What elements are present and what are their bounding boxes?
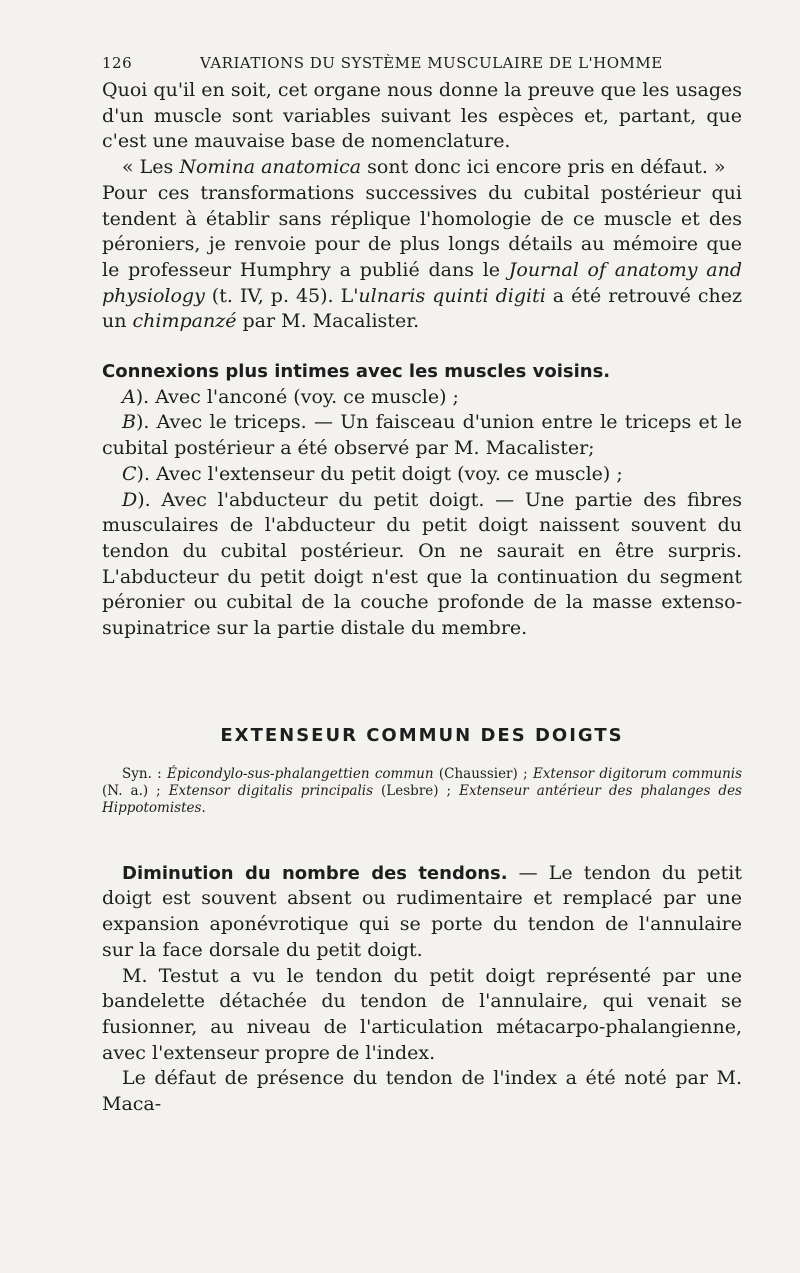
text-run: — Le tendon du petit doigt est souvent absent ou rudimentaire et remplacé par une expansion aponévrotique qui se porte du tendon de l'annulaire sur la face dorsale du petit doigt. [102, 861, 742, 961]
text-run: « Les [122, 156, 180, 179]
text-run: a été retrouvé chez un [102, 284, 742, 333]
intro-paragraph-3 [102, 181, 742, 335]
connexion-item-a [102, 385, 742, 411]
connexion-item-b [102, 410, 742, 461]
synonym: Extensor digitalis principalis [168, 782, 374, 799]
italic-term: Nomina anatomica [179, 156, 362, 179]
synonym-source: (N. a.) ; [102, 782, 169, 799]
item-letter: B [122, 411, 136, 434]
connexion-item-c [102, 462, 742, 488]
synonym: Épicondylo-sus-phalangettien commun [167, 765, 434, 782]
section-heading-connexions: Connexions plus intimes avec les muscles voisins. [102, 361, 611, 383]
text-run: Pour ces transformations successives du cubital postérieur qui tendent à établir sans réplique l'homologie de ce muscle et des péroniers, je renvoie pour de plus longs détails au mémoire que le professeur Humphry a publié dans le [102, 181, 742, 281]
synonym-source: (Chaussier) ; [433, 765, 533, 782]
text-run: (t. IV, p. 45). L' [204, 284, 359, 307]
intro-paragraph-1: Quoi qu'il en soit, cet organe nous donne la preuve que les usages d'un muscle sont variables suivant les espèces et, partant, que c'est une mauvaise base de nomenclature. [102, 79, 742, 153]
running-head [102, 50, 742, 78]
journal-title: Journal of anatomy and physiology [102, 258, 742, 307]
running-title: VARIATIONS DU SYSTÈME MUSCULAIRE DE L'HOMME [200, 54, 663, 72]
diminution-paragraph-2: M. Testut a vu le tendon du petit doigt représenté par une bandelette détachée du tendon de l'annulaire, qui venait se fusionner, au niveau de l'articulation métacarpo-phalangienne, avec l'extenseur propre de l'index. [102, 964, 742, 1064]
item-text: ). Avec l'anconé (voy. ce muscle) ; [135, 385, 459, 408]
synonyms [102, 766, 742, 817]
text-run: sont donc ici encore pris en défaut. » [361, 156, 726, 179]
item-text: ). Avec le triceps. — Un faisceau d'union entre le triceps et le cubital postérieur a été observé par M. Macalister; [102, 411, 742, 460]
page-number: 126 [102, 54, 133, 72]
synonym-source: (Lesbre) ; [373, 782, 460, 799]
item-text: ). Avec l'abducteur du petit doigt. — Une partie des fibres musculaires de l'abducteur du petit doigt naissent souvent du tendon du cubital postérieur. On ne saurait en être surpris. L'abducteur du petit doigt n'est que la continuation du segment péronier ou cubital de la couche profonde de la masse extenso-supinatrice sur la partie distale du membre. [102, 488, 742, 640]
item-letter: A [122, 385, 136, 408]
italic-term: ulnaris quinti digiti [358, 284, 546, 307]
item-letter: D [122, 488, 138, 511]
diminution-paragraph-3: Le défaut de présence du tendon de l'index a été noté par M. Maca- [102, 1067, 742, 1116]
item-text: ). Avec l'extenseur du petit doigt (voy. ce muscle) ; [136, 462, 623, 485]
item-letter: C [122, 462, 137, 485]
intro-paragraph-2 [102, 155, 742, 181]
page [102, 50, 742, 1118]
syn-label: Syn. : [122, 765, 168, 782]
connexion-item-d [102, 488, 742, 642]
synonym: Extenseur antérieur des phalanges des Hippotomistes. [102, 782, 742, 816]
diminution-paragraph-1 [102, 861, 742, 964]
text-run: par M. Macalister. [236, 310, 420, 333]
chapter-title: EXTENSEUR COMMUN DES DOIGTS [220, 724, 624, 746]
section-heading-diminution: Diminution du nombre des tendons. [122, 862, 508, 884]
italic-term: chimpanzé [132, 310, 237, 333]
synonym: Extensor digitorum communis [532, 765, 743, 782]
